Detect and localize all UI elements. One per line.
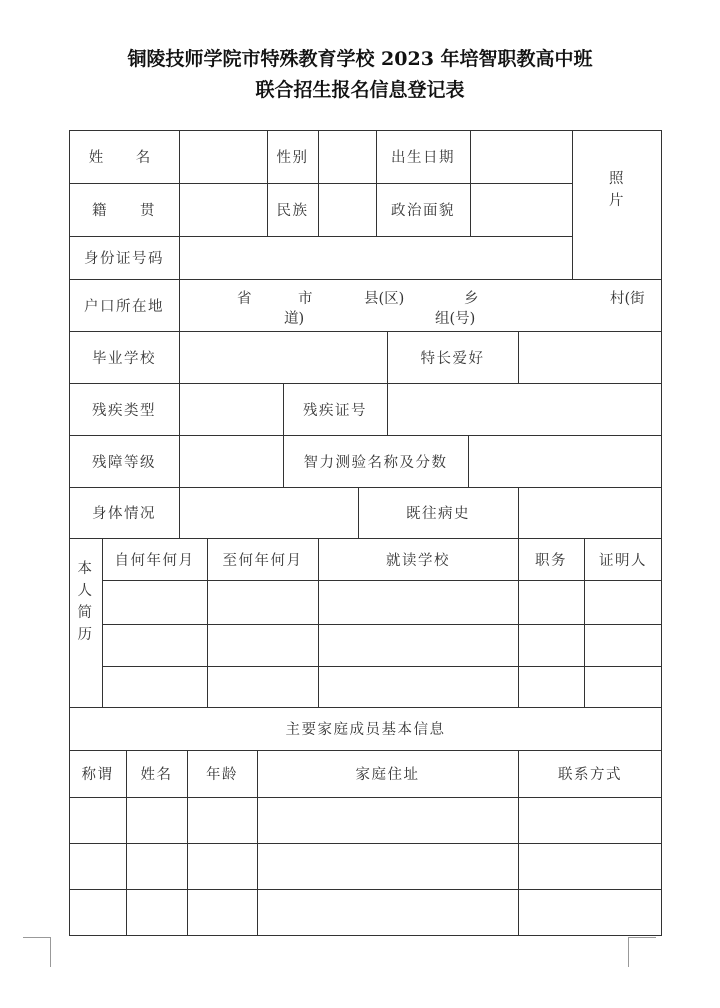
header-from-date: 自何年何月 <box>114 552 195 569</box>
family-section-title: 主要家庭成员基本信息 <box>285 722 446 738</box>
medical-history-field[interactable] <box>518 487 662 538</box>
label-disability-level: 残障等级 <box>92 454 156 471</box>
hukou-street-end: 道) <box>284 311 305 327</box>
hukou-province: 省 <box>237 291 252 307</box>
label-medical-history: 既往病史 <box>406 506 470 522</box>
health-field[interactable] <box>179 487 358 538</box>
label-gender: 性别 <box>276 150 309 166</box>
hukou-address-field[interactable] <box>180 283 662 331</box>
header-contact: 联系方式 <box>558 767 622 783</box>
corner-mark <box>628 937 629 967</box>
resume-label-char: 简 <box>77 605 94 621</box>
photo-label-2: 片 <box>609 192 625 209</box>
gender-field[interactable] <box>318 130 376 183</box>
row-line <box>102 580 662 581</box>
row-line <box>69 889 662 890</box>
row-line <box>69 843 662 844</box>
hukou-township: 乡 <box>464 291 479 307</box>
header-member-name: 姓名 <box>140 767 173 783</box>
photo-box[interactable] <box>572 130 662 279</box>
hukou-group: 组(号) <box>435 311 476 327</box>
native-place-field[interactable] <box>179 183 267 236</box>
label-ethnicity: 民族 <box>276 203 309 219</box>
label-disability-type: 残疾类型 <box>92 402 156 419</box>
resume-label-char: 历 <box>77 627 94 643</box>
label-disability-cert: 残疾证号 <box>303 402 367 419</box>
header-to-date: 至何年何月 <box>222 552 303 569</box>
row-line <box>102 666 662 667</box>
hukou-village: 村(街 <box>610 291 645 307</box>
disability-type-field[interactable] <box>179 383 283 435</box>
header-age: 年龄 <box>206 767 238 783</box>
header-position: 职务 <box>535 552 567 569</box>
hukou-county: 县(区) <box>364 291 405 307</box>
corner-mark <box>23 937 51 938</box>
form-title-line2: 联合招生报名信息登记表 <box>255 79 465 101</box>
header-reference: 证明人 <box>599 552 647 569</box>
header-school-attended: 就读学校 <box>386 552 450 569</box>
id-number-field[interactable] <box>179 236 572 279</box>
ethnicity-field[interactable] <box>318 183 376 236</box>
hobby-field[interactable] <box>518 331 662 383</box>
label-id-number: 身份证号码 <box>84 251 164 267</box>
label-hukou: 户口所在地 <box>84 298 164 315</box>
resume-label <box>69 538 102 707</box>
political-status-field[interactable] <box>470 183 572 236</box>
label-name: 姓 名 <box>88 150 160 166</box>
corner-mark <box>628 937 656 938</box>
resume-label-char: 人 <box>77 583 94 599</box>
disability-cert-field[interactable] <box>387 383 662 435</box>
header-relation: 称谓 <box>81 767 114 783</box>
form-title-line1: 铜陵技师学院市特殊教育学校 2023 年培智职教高中班 <box>127 48 593 70</box>
hukou-city: 市 <box>298 291 313 307</box>
graduate-school-field[interactable] <box>179 331 387 383</box>
disability-level-field[interactable] <box>179 435 283 487</box>
label-hobby: 特长爱好 <box>420 350 485 367</box>
label-native-place: 籍 贯 <box>92 203 156 219</box>
header-home-address: 家庭住址 <box>355 767 420 783</box>
label-birth-date: 出生日期 <box>391 150 455 166</box>
row-line <box>69 797 662 798</box>
birth-date-field[interactable] <box>470 130 572 183</box>
row-line <box>102 624 662 625</box>
name-field[interactable] <box>179 130 267 183</box>
corner-mark <box>50 937 51 967</box>
resume-label-char: 本 <box>77 561 94 577</box>
label-political-status: 政治面貌 <box>391 203 455 219</box>
label-iq-test: 智力测验名称及分数 <box>303 454 448 471</box>
iq-test-field[interactable] <box>468 435 662 487</box>
photo-label-1: 照 <box>609 170 625 187</box>
label-graduate-school: 毕业学校 <box>92 350 156 367</box>
label-health: 身体情况 <box>92 506 156 522</box>
